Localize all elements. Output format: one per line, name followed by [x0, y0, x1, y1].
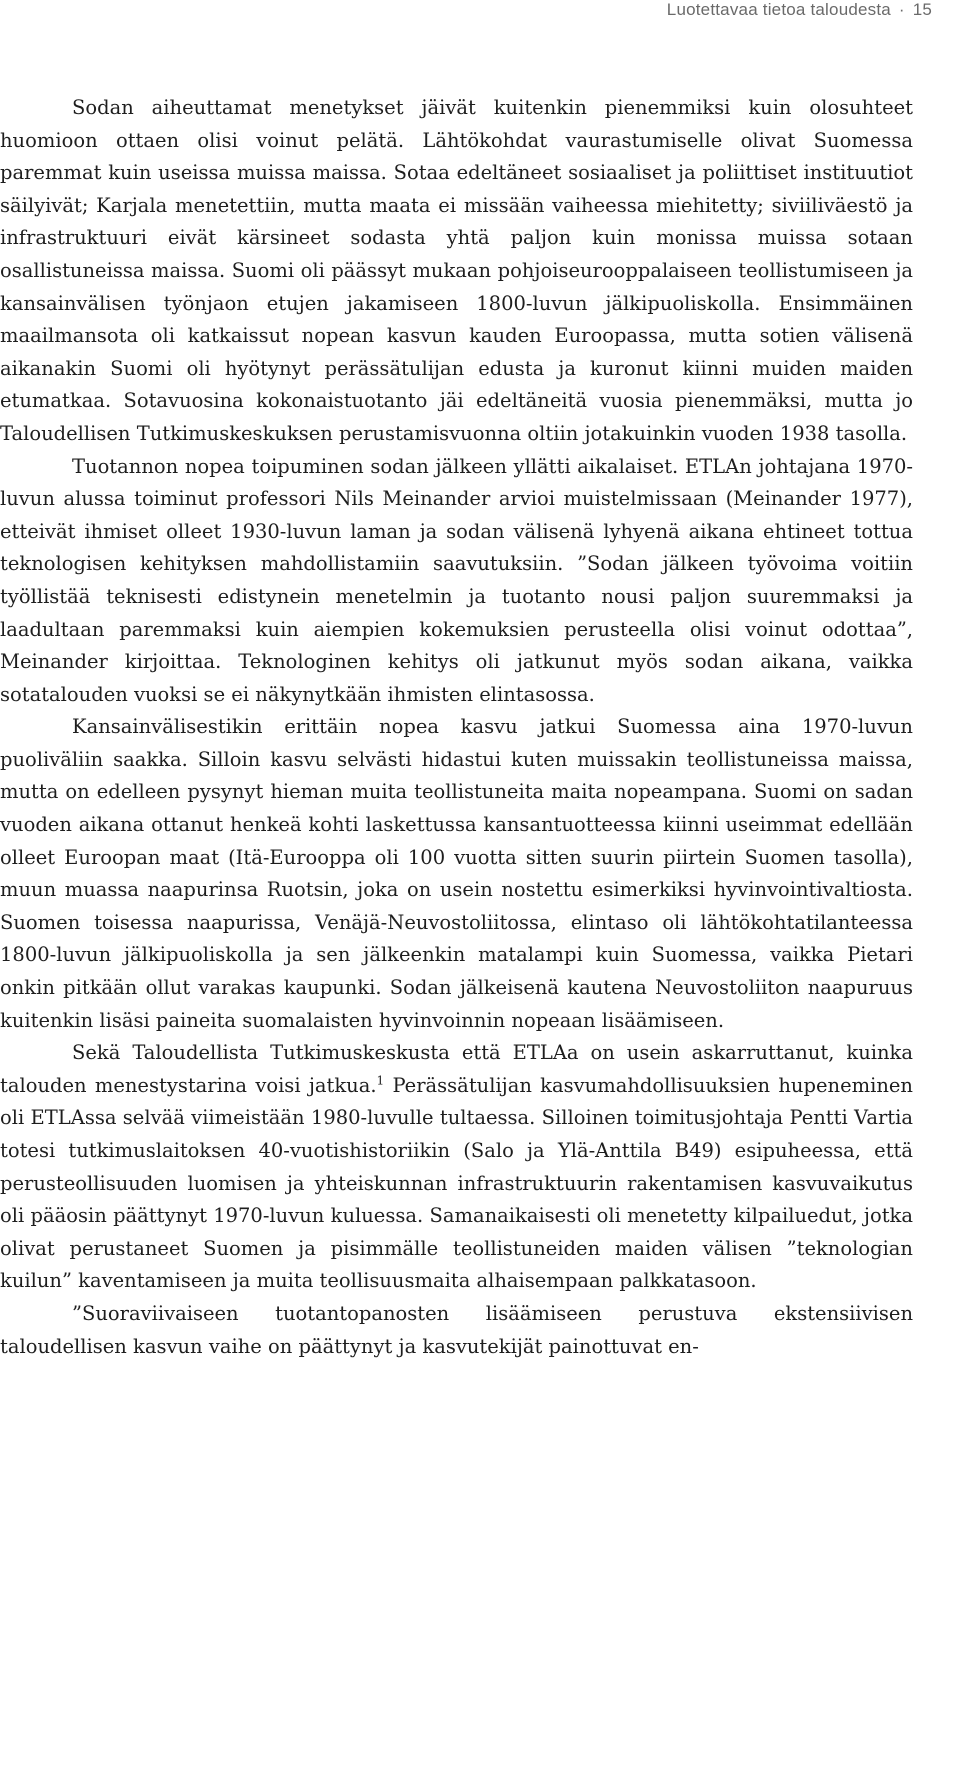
paragraph-text: Perässätulijan kasvumahdollisuuksien hupeneminen oli ETLAssa selvää viimeistään 1980-luvulle tultaessa. Silloinen toimitusjohtaja Pentti Vartia totesi tutkimuslaitoksen 40-vuotishistoriikin (Salo ja Ylä-Anttila B49) esipuheessa, että perusteollisuuden luomisen ja yhteiskunnan infrastruktuurin rakentamisen kasvuvaikutus oli pääosin päättynyt 1970-luvun kuluessa. Samanaikaisesti oli menetetty kilpailuedut, jotka olivat perustaneet Suomen ja pisimmälle teollistuneiden maiden välisen ”teknologian kuilun” kaventamiseen ja muita teollisuusmaita alhaisempaan palkkatasoon. — [0, 1073, 913, 1293]
paragraph: Sodan aiheuttamat menetykset jäivät kuitenkin pienemmiksi kuin olosuhteet huomioon ottaen olisi voinut pelätä. Lähtökohdat vaurastumiselle olivat Suomessa paremmat kuin useissa muissa maissa. Sotaa edeltäneet sosiaaliset ja poliittiset instituutiot säilyivät; Karjala menetettiin, mutta maata ei missään vaiheessa miehitetty; siviiliväestö ja infrastruktuuri eivät kärsineet sodasta yhtä paljon kuin monissa muissa sotaan osallistuneissa maissa. Suomi oli päässyt mukaan pohjoiseurooppalaiseen teollistumiseen ja kansainvälisen työnjaon etujen jakamiseen 1800-luvun jälkipuoliskolla. Ensimmäinen maailmansota oli katkaissut nopean kasvun kauden Euroopassa, mutta sotien välisenä aikanakin Suomi oli hyötynyt perässätulijan edusta ja kuronut kiinni muiden maiden etumatkaa. Sotavuosina kokonaistuotanto jäi edeltäneitä vuosia pienemmäksi, mutta jo Taloudellisen Tutkimuskeskuksen perustamisvuonna oltiin jotakuinkin vuoden 1938 tasolla. — [0, 96, 913, 445]
running-header — [667, 0, 932, 20]
paragraph-text: Sekä Taloudellista Tutkimuskeskusta että ETLAa on usein askarruttanut, kuinka talouden menestystarina voisi jatkua. — [0, 1041, 913, 1097]
paragraph: Kansainvälisestikin erittäin nopea kasvu jatkui Suomessa aina 1970-luvun puoliväliin saakka. Silloin kasvu selvästi hidastui kuten muissakin teollistuneissa maissa, mutta on edelleen pysynyt hieman muita teollistuneita maita nopeampana. Suomi on sadan vuoden aikana ottanut henkeä kohti laskettussa kansantuotteessa kiinni useimmat edellään olleet Euroopan maat (Itä-Eurooppa oli 100 vuotta sitten suurin piirtein Suomen tasolla), muun muassa naapurinsa Ruotsin, joka on usein nostettu esimerkiksi hyvinvointivaltiosta. Suomen toisessa naapurissa, Venäjä-Neuvostoliitossa, elintaso oli lähtökohtatilanteessa 1800-luvun jälkipuoliskolla ja sen jälkeenkin matalampi kuin Suomessa, vaikka Pietari onkin pitkään ollut varakas kaupunki. Sodan jälkeisenä kautena Neuvostoliiton naapuruus kuitenkin lisäsi paineita suomalaisten hyvinvoinnin nopeaan lisäämiseen. — [0, 715, 913, 1032]
paragraph: ”Suoraviivaiseen tuotantopanosten lisäämiseen perustuva ekstensiivisen taloudellisen kasvun vaihe on päättynyt ja kasvutekijät painottuvat en- — [0, 1301, 913, 1358]
body-text — [0, 92, 913, 1363]
page-number: 15 — [912, 0, 932, 19]
paragraph-with-footnote — [0, 1037, 913, 1298]
paragraph: Tuotannon nopea toipuminen sodan jälkeen yllätti aikalaiset. ETLAn johtajana 1970-luvun alussa toiminut professori Nils Meinander arvioi muistelmissaan (Meinander 1977), etteivät ihmiset olleet 1930-luvun laman ja sodan välisenä lyhyenä aikana ehtineet tottua teknologisen kehityksen mahdollistamiin saavutuksiin. ”Sodan jälkeen työvoima voitiin työllistää teknisesti edistynein menetelmin ja tuotanto nousi paljon suuremmaksi ja laadultaan paremmaksi kuin aiempien kokemuksien perusteella olisi voinut odottaa”, Meinander kirjoittaa. Teknologinen kehitys oli jatkunut myös sodan aikana, vaikka sotatalouden vuoksi se ei näkynytkään ihmisten elintasossa. — [0, 454, 913, 706]
footnote-reference[interactable]: 1 — [376, 1073, 385, 1088]
running-title: Luotettavaa tietoa taloudesta — [666, 0, 891, 19]
header-separator: · — [898, 0, 905, 19]
